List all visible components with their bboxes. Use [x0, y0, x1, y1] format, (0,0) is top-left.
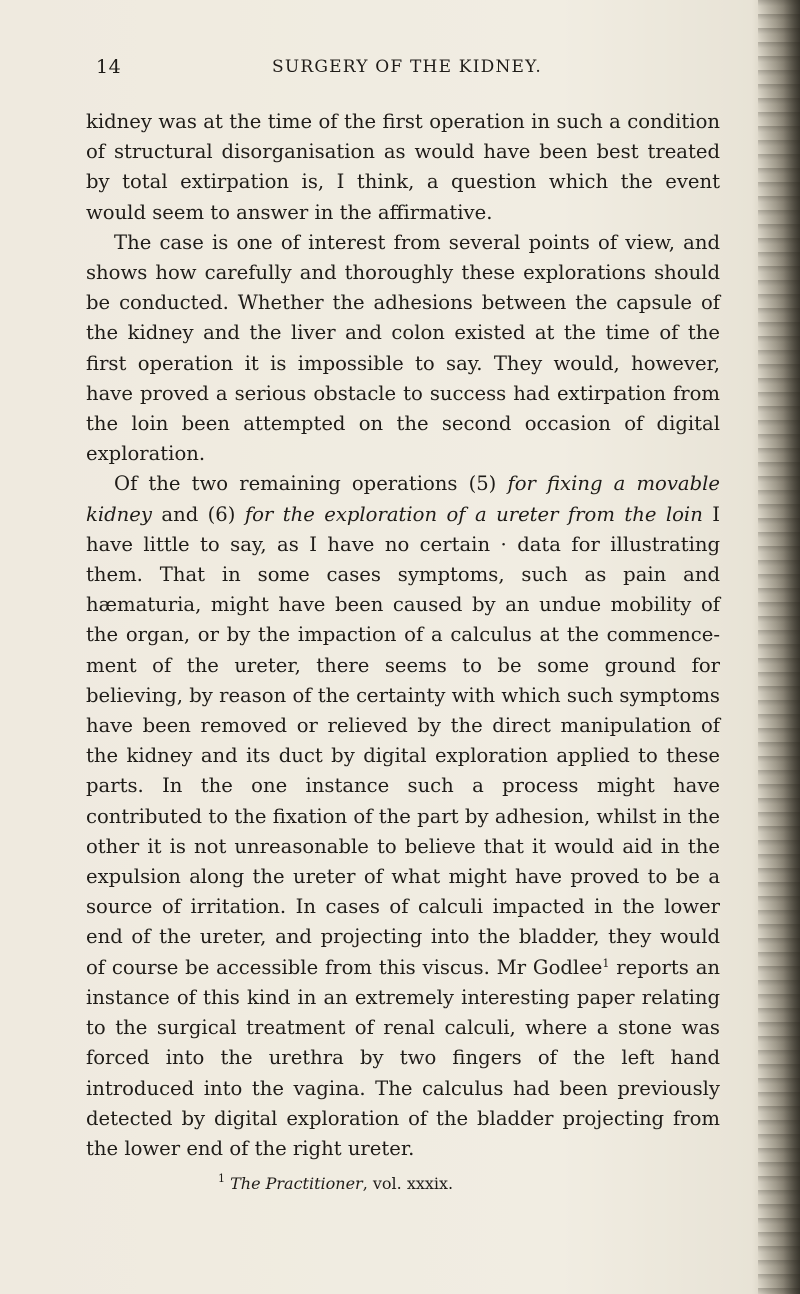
page-header: [96, 56, 718, 84]
paragraph-3-intro: Of the two remaining operations (5): [114, 472, 508, 496]
footnote-source: The Practitioner: [230, 1174, 363, 1193]
page-number: 14: [96, 56, 122, 78]
paragraph-2: The case is one of interest from several points of view, and shows how carefully and thoroughly these explorations should be conducted. Whether the adhesions between the capsule of the kidney and the liver and colon existed at the time of the first operation it is impossible to say. They would, however, have proved a serious obstacle to success had extirpation from the loin been attempted on the second occasion of digital exploration.: [86, 230, 720, 466]
footnote-detail: , vol. xxxix.: [362, 1174, 454, 1193]
running-title: SURGERY OF THE KIDNEY.: [272, 57, 542, 77]
paragraph-1: kidney was at the time of the first operation in such a condition of structural disorganisation as would have been best treated by total extirpation is, I think, a question which the event would seem to answer in the affirmative.: [86, 110, 720, 224]
body-text: [86, 107, 720, 1164]
paragraph-3: [86, 469, 720, 1164]
italic-phrase-ureter-exploration: for the exploration of a ureter from the loin: [244, 502, 703, 526]
paragraph-3-end: reports an instance of this kind in an extremely interesting paper relating to the surgical treatment of renal calculi, where a stone was forced into the urethra by two fingers of the left hand introduced into the vagina. The calculus had been previously detected by digital exploration of the bladder projecting from the lower end of the right ureter.: [86, 955, 720, 1160]
footnote-marker: 1: [218, 1172, 225, 1185]
footnote: [218, 1174, 453, 1193]
paragraph-3-mid: and (6): [151, 502, 245, 526]
paragraph-3-body: I have little to say, as I have no certain · data for illustrating them. That in some cases symptoms, such as pain and hæmaturia, might have been caused by an undue mobility of the organ, or by the impaction of a calculus at the commencement of the ureter, there seems to be some ground for believing, by reason of the certainty with which such symptoms have been removed or relieved by the direct manipulation of the kidney and its duct by digital exploration applied to these parts. In the one instance such a process might have contributed to the fixation of the part by adhesion, whilst in the other it is not unreasonable to believe that it would aid in the expulsion along the ureter of what might have proved to be a source of irritation. In cases of calculi impacted in the lower end of the ureter, and projecting into the bladder, they would of course be accessible from this viscus. Mr Godlee: [86, 502, 720, 979]
page-edge: [758, 0, 800, 1294]
italic-phrase-movable-kidney: for fixing a movable kidney: [86, 472, 720, 526]
footnote-reference: 1: [602, 956, 610, 970]
